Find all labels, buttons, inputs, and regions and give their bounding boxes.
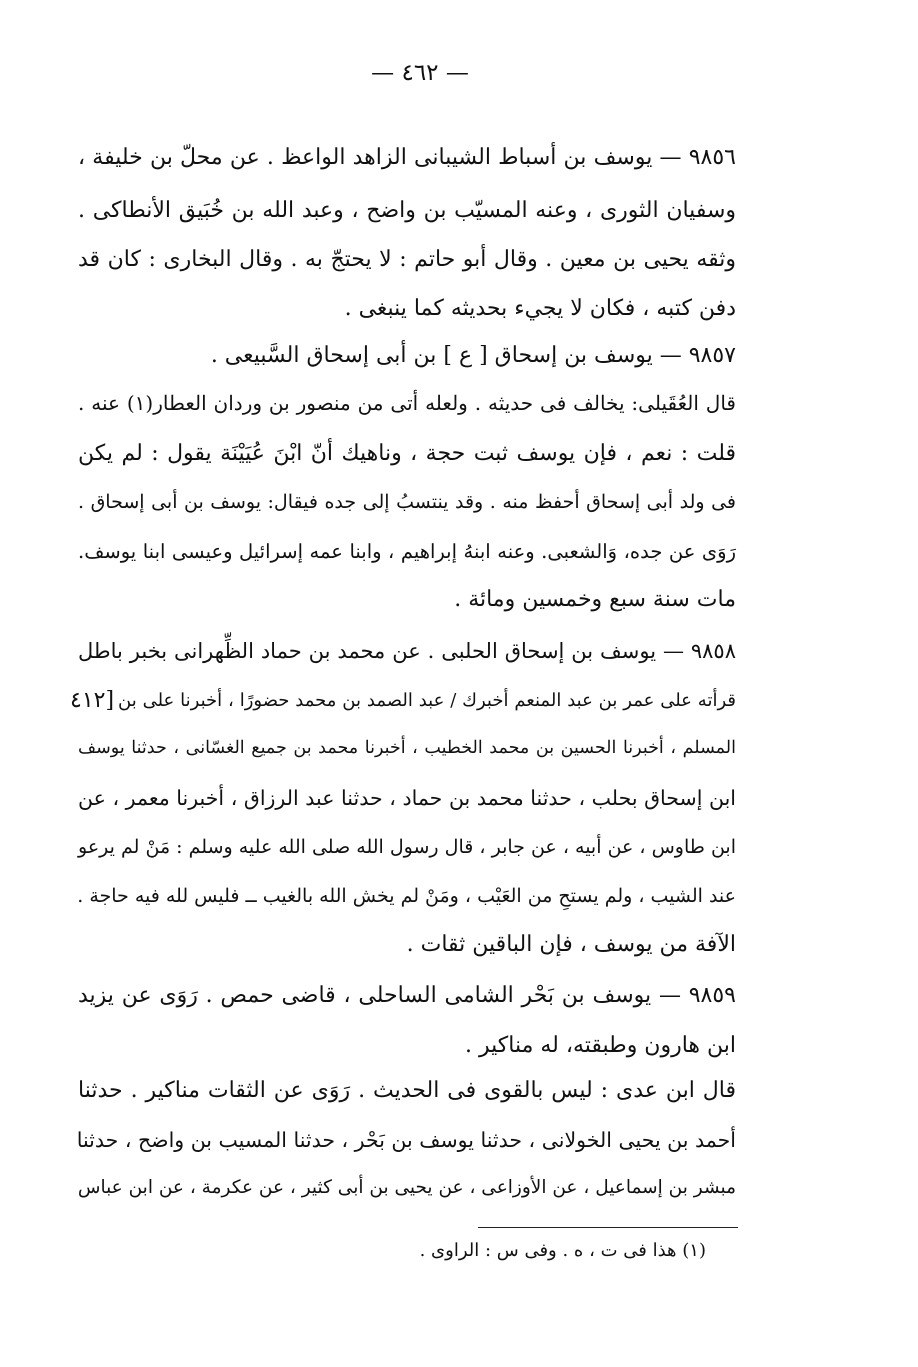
text-line: رَوَى عن جده، وَالشعبى. وعنه ابنهُ إبراهيم ، وابنا عمه إسرائيل وعيسى ابنا يوسف. [78,540,736,563]
text-line: الآفة من يوسف ، فإن الباقين ثقات . [406,932,736,957]
text-line: أحمد بن يحيى الخولانى ، حدثنا يوسف بن بَحْر ، حدثنا المسيب بن واضح ، حدثنا [76,1128,736,1152]
text-line: وثقه يحيى بن معين . وقال أبو حاتم : لا يحتجّ به . وقال البخارى : كان قد [78,247,736,272]
footnote-divider [478,1227,738,1228]
text-line: مبشر بن إسماعيل ، عن الأوزاعى ، عن يحيى بن أبى كثير ، عن عكرمة ، عن ابن عباس [77,1177,736,1198]
text-line: وسفيان الثورى ، وعنه المسيّب بن واضح ، وعبد الله بن خُبَيق الأنطاكى . [78,198,736,223]
text-line: ٩٨٥٨ — يوسف بن إسحاق الحلبى . عن محمد بن حماد الظِّهرانى بخبر باطل [78,639,736,663]
text-line: عند الشيب ، ولم يستحِ من العَيْب ، ومَنْ لم يخش الله بالغيب ــ فليس لله فيه حاجة . [77,885,736,907]
text-line: قال العُقَيلى: يخالف فى حديثه . ولعله أتى من منصور بن وردان العطار(١) عنه . [78,391,736,415]
text-line: ٩٨٥٧ — يوسف بن إسحاق [ ع ] بن أبى إسحاق السَّبيعى . [210,343,736,368]
text-line: قرأته على عمر بن عبد المنعم أخبرك / عبد الصمد بن محمد حضورًا ، أخبرنا على بن [118,690,736,711]
text-line: ابن طاوس ، عن أبيه ، عن جابر ، قال رسول الله صلى الله عليه وسلم : مَنْ لم يرعو [78,836,736,858]
text-line: ٩٨٥٩ — يوسف بن بَحْر الشامى الساحلى ، قاضى حمص . رَوَى عن يزيد [78,983,736,1008]
text-line: قال ابن عدى : ليس بالقوى فى الحديث . رَوَى عن الثقات مناكير . حدثنا [78,1078,736,1103]
text-line: فى ولد أبى إسحاق أحفظ منه . وقد ينتسبُ إلى جده فيقال: يوسف بن أبى إسحاق . [78,491,736,513]
text-line: مات سنة سبع وخمسين ومائة . [454,587,736,612]
text-line: ابن إسحاق بحلب ، حدثنا محمد بن حماد ، حدثنا عبد الرزاق ، أخبرنا معمر ، عن [78,786,736,810]
text-line: قلت : نعم ، فإن يوسف ثبت حجة ، وناهيك أنّ ابْنَ عُيَيْنَة يقول : لم يكن [78,441,736,466]
footnote: (١) هذا فى ت ، ه . وفى س : الراوى . [419,1240,706,1261]
page-number: — ٤٦٢ — [371,60,469,86]
text-line: المسلم ، أخبرنا الحسين بن محمد الخطيب ، أخبرنا محمد بن جميع الغسّانى ، حدثنا يوسف [78,738,736,758]
text-line: دفن كتبه ، فكان لا يجيء بحديثه كما ينبغى . [344,296,736,321]
margin-reference: [٤١٢ [70,688,115,713]
text-line: ٩٨٥٦ — يوسف بن أسباط الشيبانى الزاهد الواعظ . عن محلّ بن خليفة ، [78,145,736,170]
text-line: ابن هارون وطبقته، له مناكير . [465,1033,736,1058]
